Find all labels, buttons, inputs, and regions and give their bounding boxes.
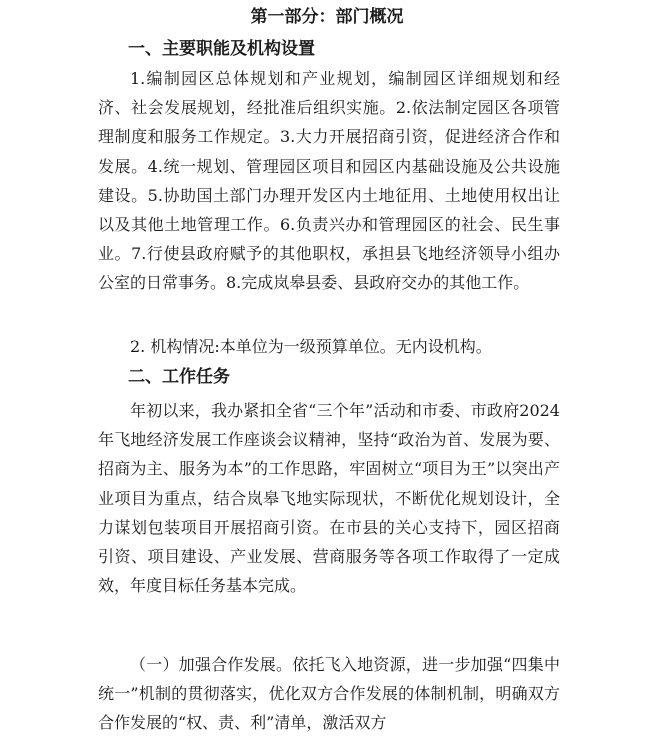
paragraph-organization: 2. 机构情况:本单位为一级预算单位。无内设机构。 [130, 337, 492, 356]
paragraph-functions: 1.编制园区总体规划和产业规划，编制园区详细规划和经济、社会发展规划，经批准后组织实施。2.依法制定园区各项管理制度和服务工作规定。3.大力开展招商引资，促进经济合作和发展。4.统一规划、管理园区项目和园区内基础设施及公共设施建设。5.协助国土部门办理开发区内土地征用、土地使用权出让以及其他土地管理工作。6.负责兴办和管理园区的社会、民生事业。7.行使县政府赋予的其他职权，承担县飞地经济领导小组办公室的日常事务。8.完成岚皋县委、县政府交办的其他工作。 [98, 69, 560, 293]
section-heading-tasks: 二、工作任务 [128, 367, 230, 387]
paragraph-tasks-overview: 年初以来，我办紧扣全省“三个年”活动和市委、市政府2024年飞地经济发展工作座谈会议精神，坚持“政治为首、发展为要、招商为主、服务为本”的工作思路，牢固树立“项目为王”以突出产业项目为重点，结合岚皋飞地实际现状，不断优化规划设计，全力谋划包装项目开展招商引资。在市县的关心支持下，园区招商引资、项目建设、产业发展、营商服务等各项工作取得了一定成效，年度目标任务基本完成。 [98, 401, 560, 596]
paragraph-cooperation-body: 依托飞入地资源，进一步加强“四集中统一”机制的贯彻落实，优化双方合作发展的体制机制，明确双方合作发展的“权、责、利”清单，激活双方 [98, 655, 560, 733]
paragraph-cooperation [98, 650, 560, 738]
page-title: 第一部分：部门概况 [250, 7, 404, 27]
section-heading-functions: 一、主要职能及机构设置 [128, 39, 315, 59]
paragraph-cooperation-lead: （一）加强合作发展。 [130, 655, 293, 674]
